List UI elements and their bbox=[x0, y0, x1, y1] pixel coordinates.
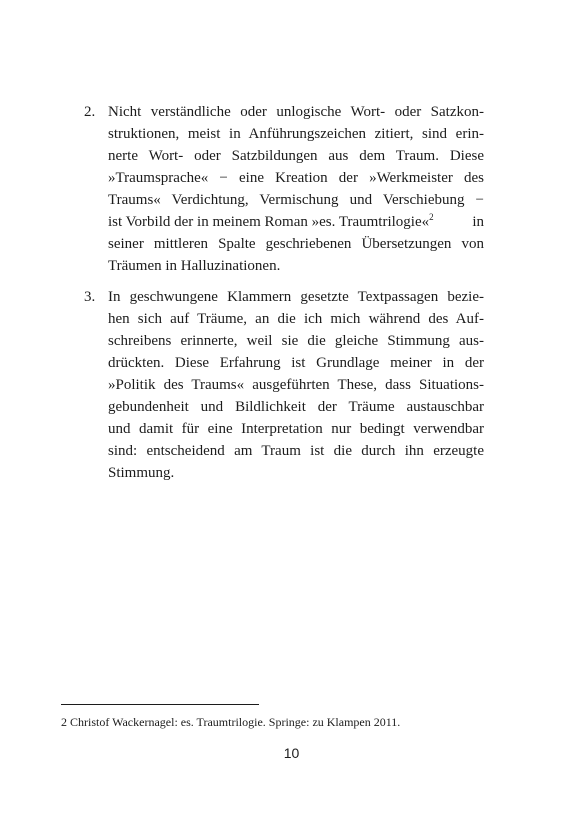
text-line: Nicht verständliche oder unlogische Wort- oder Satzkon- bbox=[108, 104, 484, 120]
text-line: seiner mittleren Spalte geschriebenen Übersetzungen von bbox=[108, 236, 484, 252]
text-line: »Politik des Traums« ausgeführten These, dass Situations- bbox=[108, 377, 484, 393]
footnote-reference[interactable]: 2 bbox=[429, 212, 434, 222]
text-segment: in bbox=[472, 214, 484, 230]
text-line: »Traumsprache« − eine Kreation der »Werkmeister des bbox=[108, 170, 484, 186]
text-line: Stimmung. bbox=[108, 465, 175, 481]
list-number: 3. bbox=[84, 289, 96, 305]
page-number: 10 bbox=[283, 745, 300, 761]
text-line: Traums« Verdichtung, Vermischung und Verschiebung − bbox=[108, 192, 484, 208]
text-line: hen sich auf Träume, an die ich mich während des Auf- bbox=[108, 311, 484, 327]
text-line: drückten. Diese Erfahrung ist Grundlage meiner in der bbox=[108, 355, 484, 371]
text-line bbox=[108, 211, 484, 233]
text-line: nerte Wort- oder Satzbildungen aus dem Traum. Diese bbox=[108, 148, 484, 164]
text-line: und damit für eine Interpretation nur bedingt verwendbar bbox=[108, 421, 484, 437]
text-line: Träumen in Halluzinationen. bbox=[108, 258, 281, 274]
footnote: 2 Christof Wackernagel: es. Traumtrilogie. Springe: zu Klampen 2011. bbox=[61, 715, 401, 729]
text-segment: ist Vorbild der in meinem Roman »es. Traumtrilogie« bbox=[108, 214, 430, 230]
text-line: schreibens erinnerte, weil sie die gleiche Stimmung aus- bbox=[108, 333, 484, 349]
footnote-divider bbox=[61, 704, 259, 705]
list-number: 2. bbox=[84, 104, 96, 120]
text-line: gebundenheit und Bildlichkeit der Träume austauschbar bbox=[108, 399, 484, 415]
text-line: struktionen, meist in Anführungszeichen zitiert, sind erin- bbox=[108, 126, 484, 142]
text-line: sind: entscheidend am Traum ist die durch ihn erzeugte bbox=[108, 443, 484, 459]
text-line: In geschwungene Klammern gesetzte Textpassagen bezie- bbox=[108, 289, 484, 305]
